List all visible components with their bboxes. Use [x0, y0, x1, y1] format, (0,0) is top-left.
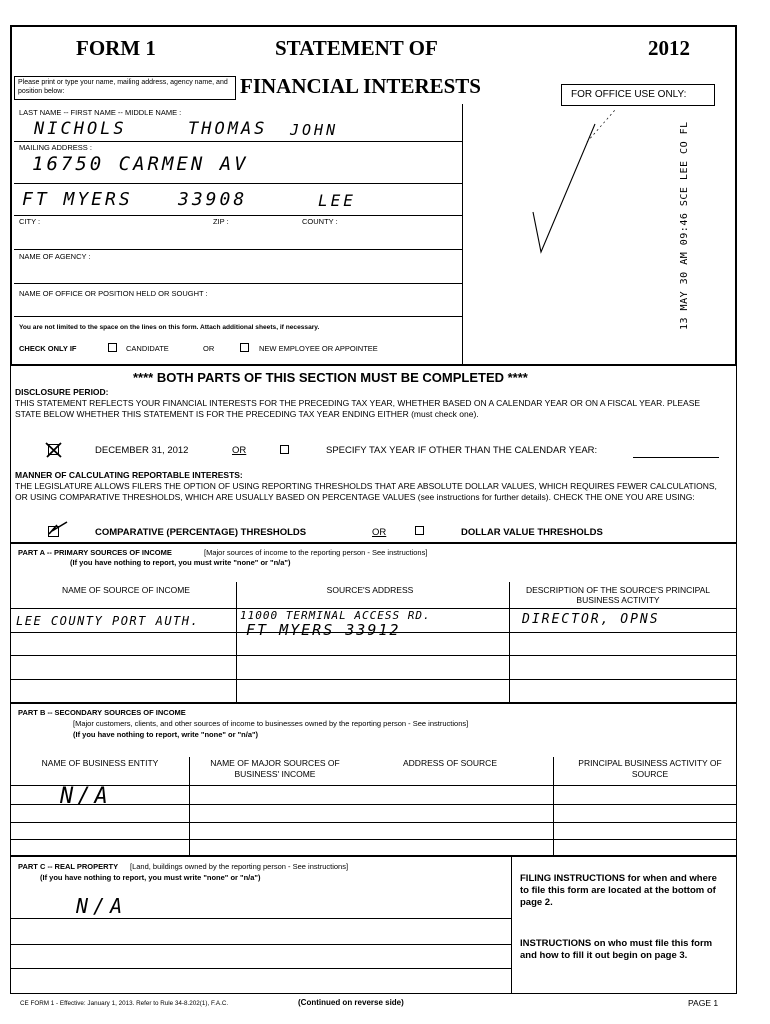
who-must-file-instructions: INSTRUCTIONS on who must file this form and how to fill it out begin on page 3. — [520, 938, 713, 961]
print-note: Please print or type your name, mailing address, agency name, and position below: — [18, 79, 228, 95]
part-b-row-line-1 — [10, 804, 737, 805]
candidate-checkbox[interactable] — [108, 343, 117, 352]
form-year: 2012 — [648, 36, 690, 60]
part-a-col3: DESCRIPTION OF THE SOURCE'S PRINCIPAL BUSINESS ACTIVITY — [525, 585, 711, 605]
part-b-row-line-2 — [10, 822, 737, 823]
city-value: FT MYERS — [22, 189, 133, 210]
part-b-header-line — [10, 785, 737, 786]
part-c-subtitle: (If you have nothing to report, you must write "none" or "n/a") — [40, 873, 261, 882]
part-a-row1-name: LEE COUNTY PORT AUTH. — [16, 614, 200, 628]
part-c-title: PART C -- REAL PROPERTY — [18, 862, 119, 871]
office-use-label: FOR OFFICE USE ONLY: — [571, 89, 687, 100]
part-c-row-line-2 — [10, 944, 511, 945]
name-label: LAST NAME -- FIRST NAME -- MIDDLE NAME : — [19, 108, 182, 117]
part-b-col3: ADDRESS OF SOURCE — [403, 758, 497, 768]
candidate-label: CANDIDATE — [126, 344, 169, 353]
county-label: COUNTY : — [302, 217, 338, 226]
zip-label: ZIP : — [213, 217, 229, 226]
city-line — [14, 215, 462, 216]
form-title-line2: FINANCIAL INTERESTS — [240, 74, 481, 98]
comparative-label: COMPARATIVE (PERCENTAGE) THRESHOLDS — [95, 527, 307, 538]
part-a-col-divider-2 — [509, 582, 510, 703]
footer-left: CE FORM 1 - Effective: January 1, 2013. Refer to Rule 34-8.202(1), F.A.C. — [20, 1000, 229, 1007]
part-b-subtitle: (If you have nothing to report, write "none" or "n/a") — [73, 730, 259, 739]
header-divider — [462, 104, 463, 366]
part-b-col2: NAME OF MAJOR SOURCES OF BUSINESS' INCOME — [210, 758, 340, 779]
part-b-note: [Major customers, clients, and other sources of income to businesses owned by the reporting person - See instructions] — [73, 719, 469, 728]
office-checkmark — [525, 102, 635, 282]
part-b-title: PART B -- SECONDARY SOURCES OF INCOME — [18, 708, 186, 717]
december-label: DECEMBER 31, 2012 — [95, 445, 189, 456]
received-stamp-text: 13 MAY 30 AM 09:46 SCE LEE CO FL — [679, 121, 690, 330]
part-a-row-line-3 — [10, 679, 737, 680]
part-b-col-divider-1 — [189, 757, 190, 856]
mailing-label: MAILING ADDRESS : — [19, 143, 92, 152]
part-c-row-line-3 — [10, 968, 511, 969]
part-a-row1-addr2: FT MYERS 33912 — [246, 621, 401, 639]
agency-line — [14, 283, 462, 284]
part-c-row-line-1 — [10, 918, 511, 919]
footer-middle: (Continued on reverse side) — [298, 998, 404, 1007]
agency-top-line — [14, 249, 462, 250]
part-c-note: [Land, buildings owned by the reporting person - See instructions] — [130, 862, 349, 871]
received-stamp — [674, 121, 690, 330]
name-first: THOMAS — [188, 119, 268, 139]
city-label: CITY : — [19, 217, 41, 226]
part-c-entry: N/A — [76, 894, 128, 918]
comparative-check-mark — [47, 520, 69, 538]
december-check-mark — [44, 440, 64, 460]
address-line: 16750 CARMEN AV — [32, 153, 249, 175]
dollar-label: DOLLAR VALUE THRESHOLDS — [461, 527, 603, 538]
address-line-rule — [14, 183, 462, 184]
threshold-or: OR — [372, 527, 387, 538]
part-a-col2: SOURCE'S ADDRESS — [326, 585, 414, 595]
part-a-note: [Major sources of income to the reporting person - See instructions] — [204, 548, 428, 557]
specify-checkbox[interactable] — [280, 445, 289, 454]
new-employee-label: NEW EMPLOYEE OR APPOINTEE — [259, 344, 378, 353]
form-title-line1: STATEMENT OF — [275, 36, 438, 60]
specify-line — [633, 457, 719, 458]
filing-instructions: FILING INSTRUCTIONS for when and where to file this form are located at the bottom of page 2. — [520, 873, 717, 908]
form-number: FORM 1 — [76, 36, 156, 60]
county-value: LEE — [318, 191, 356, 210]
disclosure-or: OR — [232, 445, 247, 456]
part-a-row-line-2 — [10, 655, 737, 656]
specify-label: SPECIFY TAX YEAR IF OTHER THAN THE CALENDAR YEAR: — [326, 445, 598, 456]
agency-label: NAME OF AGENCY : — [19, 252, 91, 261]
office-label: NAME OF OFFICE OR POSITION HELD OR SOUGHT : — [19, 289, 208, 298]
footer-page: PAGE 1 — [688, 998, 719, 1008]
office-line — [14, 316, 462, 317]
zip-value: 33908 — [178, 189, 248, 210]
section-banner: **** BOTH PARTS OF THIS SECTION MUST BE COMPLETED **** — [133, 370, 528, 385]
part-a-title: PART A -- PRIMARY SOURCES OF INCOME — [18, 548, 172, 557]
name-middle: JOHN — [290, 121, 339, 139]
disclosure-body: THIS STATEMENT REFLECTS YOUR FINANCIAL INTERESTS FOR THE PRECEDING TAX YEAR, WHETHER BASED ON A CALENDAR YEAR OR ON A FISCAL YEAR. PLEASE STATE BELOW WHETHER THIS STATEMENT IS FOR THE PRECEDING TAX YEAR ENDING EITHER (must check one). — [15, 398, 701, 419]
part-a-col1: NAME OF SOURCE OF INCOME — [62, 585, 190, 595]
part-b-col1: NAME OF BUSINESS ENTITY — [41, 758, 159, 768]
check-only-label: CHECK ONLY IF — [19, 344, 77, 353]
limit-note: You are not limited to the space on the lines on this form. Attach additional sheets, if necessary. — [19, 324, 320, 331]
part-a-col-divider-1 — [236, 582, 237, 703]
name-last: NICHOLS — [34, 119, 127, 139]
part-b-col4: PRINCIPAL BUSINESS ACTIVITY OF SOURCE — [578, 758, 722, 779]
part-a-row1-addr1: 11000 TERMINAL ACCESS RD. — [240, 609, 431, 622]
part-b-row-line-3 — [10, 839, 737, 840]
name-line — [14, 141, 462, 142]
disclosure-title: DISCLOSURE PERIOD: — [15, 387, 109, 397]
part-b-entry: N/A — [60, 784, 112, 809]
part-a-subtitle: (If you have nothing to report, you must write "none" or "n/a") — [70, 558, 291, 567]
part-a-row1-desc: DIRECTOR, OPNS — [522, 612, 660, 627]
manner-title: MANNER OF CALCULATING REPORTABLE INTERESTS: — [15, 470, 243, 480]
part-c-divider — [511, 856, 512, 994]
check-or-label: OR — [203, 344, 215, 353]
part-b-col-divider-2 — [553, 757, 554, 856]
new-employee-checkbox[interactable] — [240, 343, 249, 352]
dollar-checkbox[interactable] — [415, 526, 424, 535]
manner-body: THE LEGISLATURE ALLOWS FILERS THE OPTION OF USING REPORTING THRESHOLDS THAT ARE ABSOLUTE DOLLAR VALUES, WHICH REQUIRES FEWER CALCULATIONS, OR USING COMPARATIVE THRESHOLDS, WHICH ARE USUALLY BASED ON PERCENTAGE VALUES (see instructions for further details). CHECK THE ONE YOU ARE USING: — [15, 481, 717, 502]
